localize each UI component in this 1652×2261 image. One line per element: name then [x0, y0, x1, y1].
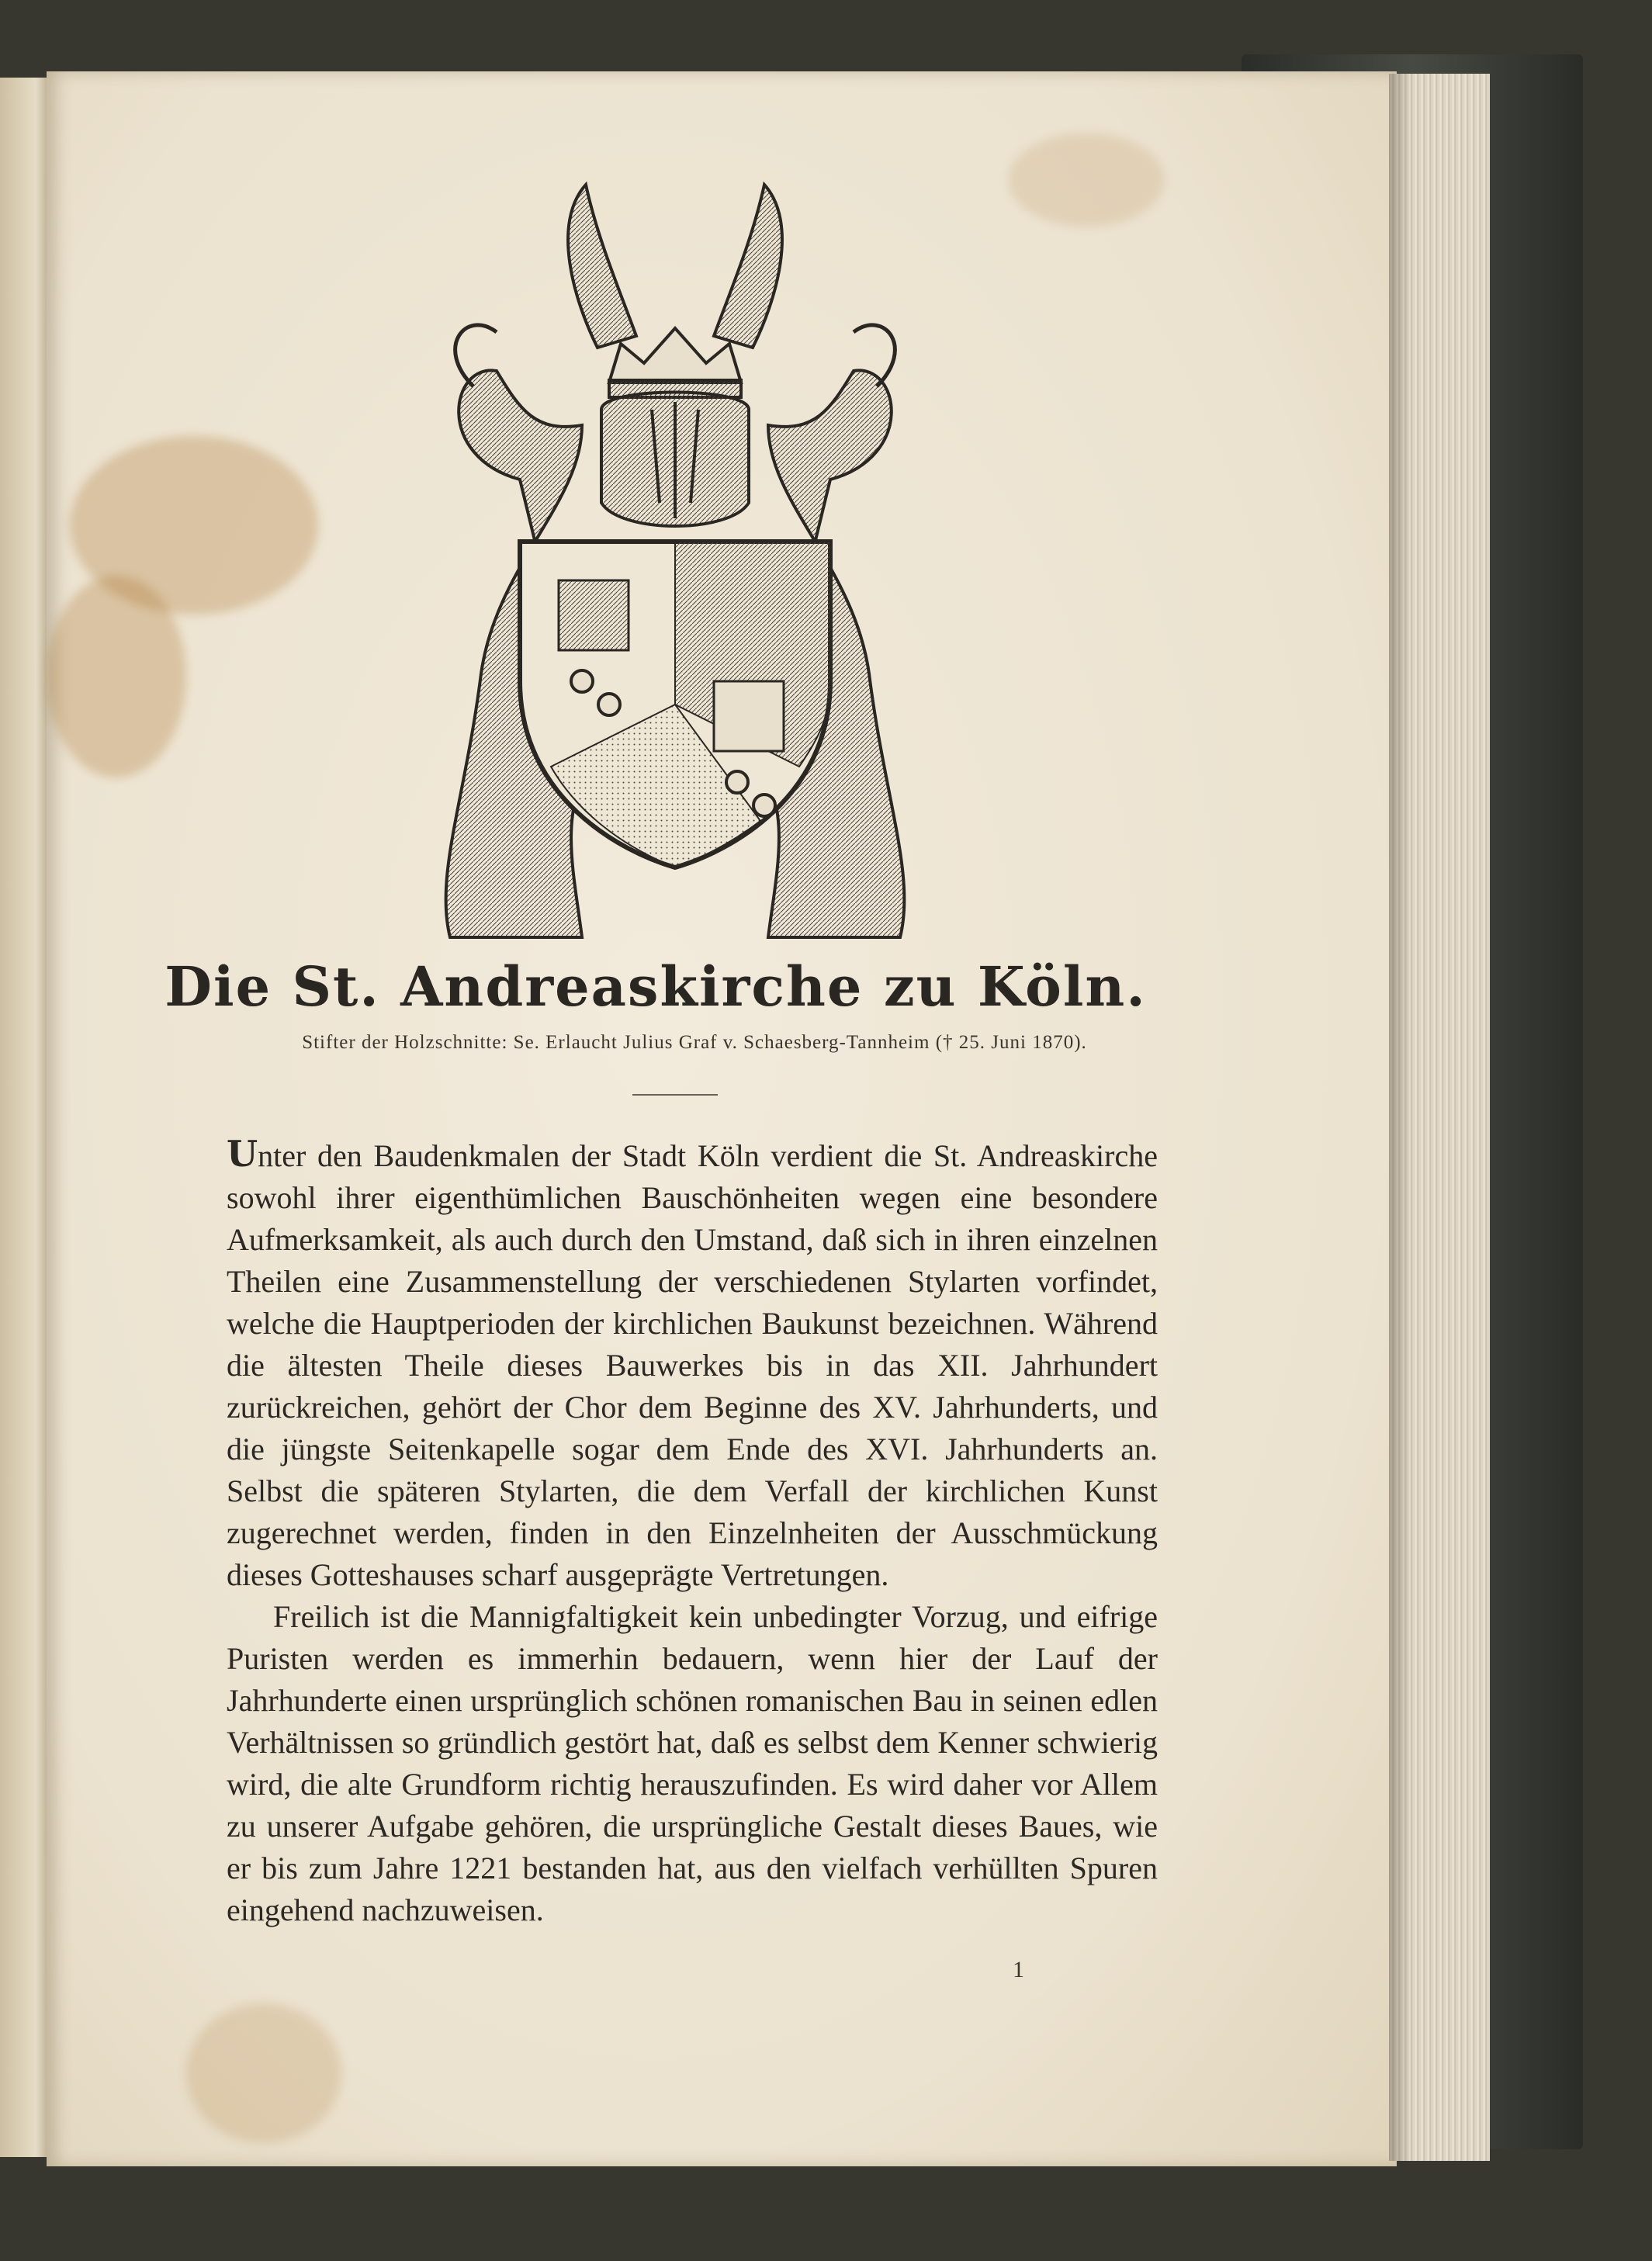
foxing-stain — [186, 2003, 341, 2143]
page-gutter-shadow — [1389, 74, 1412, 2161]
paragraph — [227, 1596, 1158, 1931]
divider — [632, 1094, 718, 1096]
body-text — [227, 1133, 1158, 1931]
woodcut-credit: Stifter der Holzschnitte: Se. Erlaucht Julius Graf v. Schaesberg-Tannheim († 25. Juni 1870). — [302, 1032, 1087, 1053]
paragraph-text: nter den Baudenkmalen der Stadt Köln verdient die St. Andreaskirche sowohl ihrer eigenthümlichen Bauschönheiten wegen eine besondere Aufmerksamkeit, als auch durch den Umstand, daß sich in ihren einzelnen Theilen eine Zusammenstellung der verschiedenen Stylarten vorfindet, welche die Hauptperioden der kirchlichen Baukunst bezeichnen. Während die ältesten Theile dieses Bauwerkes bis in das XII. Jahrhundert zurückreichen, gehört der Chor dem Beginne des XV. Jahrhunderts, und die jüngste Seitenkapelle sogar dem Ende des XVI. Jahrhunderts an. Selbst die späteren Stylarten, die dem Verfall der kirchlichen Kunst zugerechnet werden, finden in den Einzelnheiten der Ausschmückung dieses Gotteshauses scharf ausgeprägte Vertretungen. — [227, 1138, 1158, 1592]
foxing-stain — [1009, 133, 1164, 227]
page-title: Die St. Andreaskirche zu Köln. — [165, 954, 1147, 1019]
drop-cap: U — [227, 1133, 258, 1175]
coat-of-arms-icon — [403, 177, 947, 945]
page-number: 1 — [1013, 1957, 1024, 1982]
paragraph — [227, 1133, 1158, 1596]
foxing-stain — [47, 576, 186, 777]
facing-page-edge — [0, 78, 51, 2157]
paragraph-text: Freilich ist die Mannigfaltigkeit kein unbedingter Vorzug, und eifrige Puristen werden es immerhin bedauern, wenn hier der Lauf der Jahrhunderte einen ursprünglich schönen romanischen Bau in seinen edlen Verhältnissen so gründlich gestört hat, daß es selbst dem Kenner schwierig wird, die alte Grundform richtig herauszufinden. Es wird daher vor Allem zu unserer Aufgabe gehören, die ursprüngliche Gestalt dieses Baues, wie er bis zum Jahre 1221 bestanden hat, aus den vielfach verhüllten Spuren eingehend nachzuweisen. — [227, 1599, 1158, 1927]
